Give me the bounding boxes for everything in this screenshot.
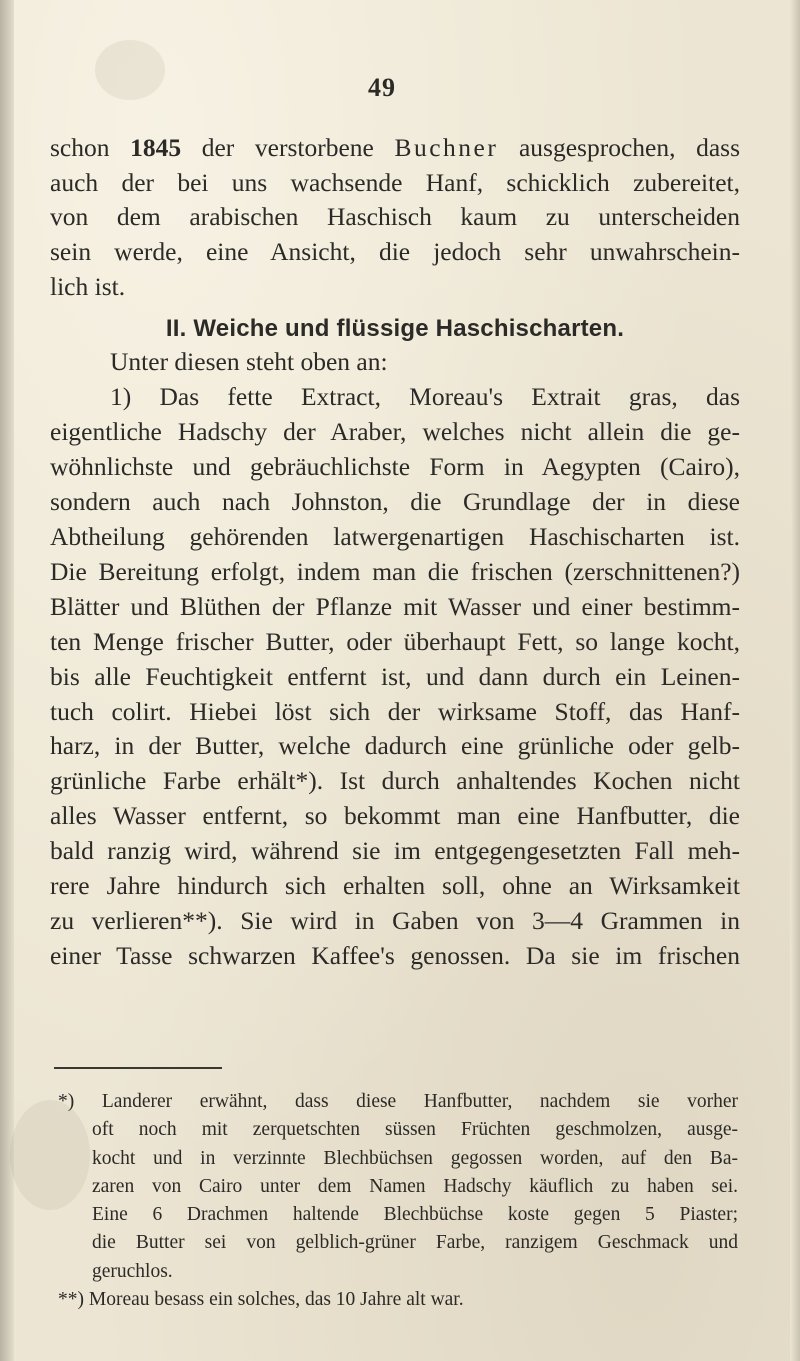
body-line: 1) Das fette Extract, Moreau's Extrait gras, das	[110, 381, 740, 411]
body-line: einer Tasse schwarzen Kaffee's genossen. Da sie im frischen	[50, 941, 740, 971]
body-line: wöhnlichste und gebräuchlichste Form in Aegypten (Cairo),	[50, 451, 740, 481]
intro-line-3: von dem arabischen Haschisch kaum zu unterscheiden	[50, 202, 740, 232]
footnote-line: *) Landerer erwähnt, dass diese Hanfbutter, nachdem sie vorher	[58, 1091, 738, 1112]
body-line: bis alle Feuchtigkeit entfernt ist, und dann durch ein Leinen-	[50, 661, 740, 691]
body-line: Abtheilung gehörenden latwergenartigen Haschischarten ist.	[50, 521, 740, 551]
year: 1845	[130, 133, 182, 162]
body-line: Die Bereitung erfolgt, indem man die frischen (zerschnittenen?)	[50, 556, 740, 586]
page-number: 49	[368, 73, 396, 102]
section-body	[50, 345, 740, 974]
footnote-line: oft noch mit zerquetschten süssen Früchten geschmolzen, ausge-	[92, 1119, 738, 1141]
text-run: schon	[50, 133, 131, 162]
body-line: zu verlieren**). Sie wird in Gaben von 3—4 Grammen in	[50, 906, 740, 936]
footnotes	[58, 1088, 738, 1314]
intro-line-1	[50, 131, 740, 166]
footnote-line: geruchlos.	[92, 1260, 173, 1282]
body-line: rere Jahre hindurch sich erhalten soll, ohne an Wirksamkeit	[50, 871, 740, 901]
footnote-line: Eine 6 Drachmen haltende Blechbüchse koste gegen 5 Piaster;	[92, 1204, 738, 1226]
footnote-line: zaren von Cairo unter dem Namen Hadschy käuflich zu haben sei.	[92, 1175, 738, 1197]
section-heading: II. Weiche und flüssige Haschischarten.	[165, 315, 625, 342]
intro-line-5: lich ist.	[50, 271, 126, 301]
body-line: sondern auch nach Johnston, die Grundlage der in diese	[50, 486, 740, 516]
page-right-edge	[790, 0, 800, 1361]
body-line: tuch colirt. Hiebei löst sich der wirksame Stoff, das Hanf-	[50, 696, 740, 726]
text-run: der verstorbene	[181, 133, 395, 162]
author-name: Buchner	[394, 133, 499, 162]
text-run: ausgesprochen, dass	[498, 133, 740, 162]
body-line: ten Menge frischer Butter, oder überhaupt Fett, so lange kocht,	[50, 626, 740, 656]
body-line: eigentliche Hadschy der Araber, welches nicht allein die ge-	[50, 416, 740, 446]
body-line: Blätter und Blüthen der Pflanze mit Wasser und einer bestimm-	[50, 591, 740, 621]
body-line: bald ranzig wird, während sie im entgegengesetzten Fall meh-	[50, 836, 740, 866]
intro-line-2: auch der bei uns wachsende Hanf, schicklich zubereitet,	[50, 167, 740, 197]
footnote-line: die Butter sei von gelblich-grüner Farbe, ranzigem Geschmack und	[92, 1232, 738, 1254]
footnote-line: kocht und in verzinnte Blechbüchsen gegossen worden, auf den Ba-	[92, 1147, 738, 1169]
footnote-line: **) Moreau besass ein solches, das 10 Jahre alt war.	[58, 1289, 464, 1311]
intro-paragraph	[50, 131, 740, 305]
body-line: alles Wasser entfernt, so bekommt man eine Hanfbutter, die	[50, 801, 740, 831]
footnote-rule	[54, 1067, 222, 1069]
intro-line-4: sein werde, eine Ansicht, die jedoch sehr unwahrschein-	[50, 237, 740, 267]
body-line: grünliche Farbe erhält*). Ist durch anhaltendes Kochen nicht	[50, 766, 740, 796]
body-line: harz, in der Butter, welche dadurch eine grünliche oder gelb-	[50, 731, 740, 761]
paper-stain	[95, 40, 165, 100]
body-line: Unter diesen steht oben an:	[110, 347, 388, 376]
